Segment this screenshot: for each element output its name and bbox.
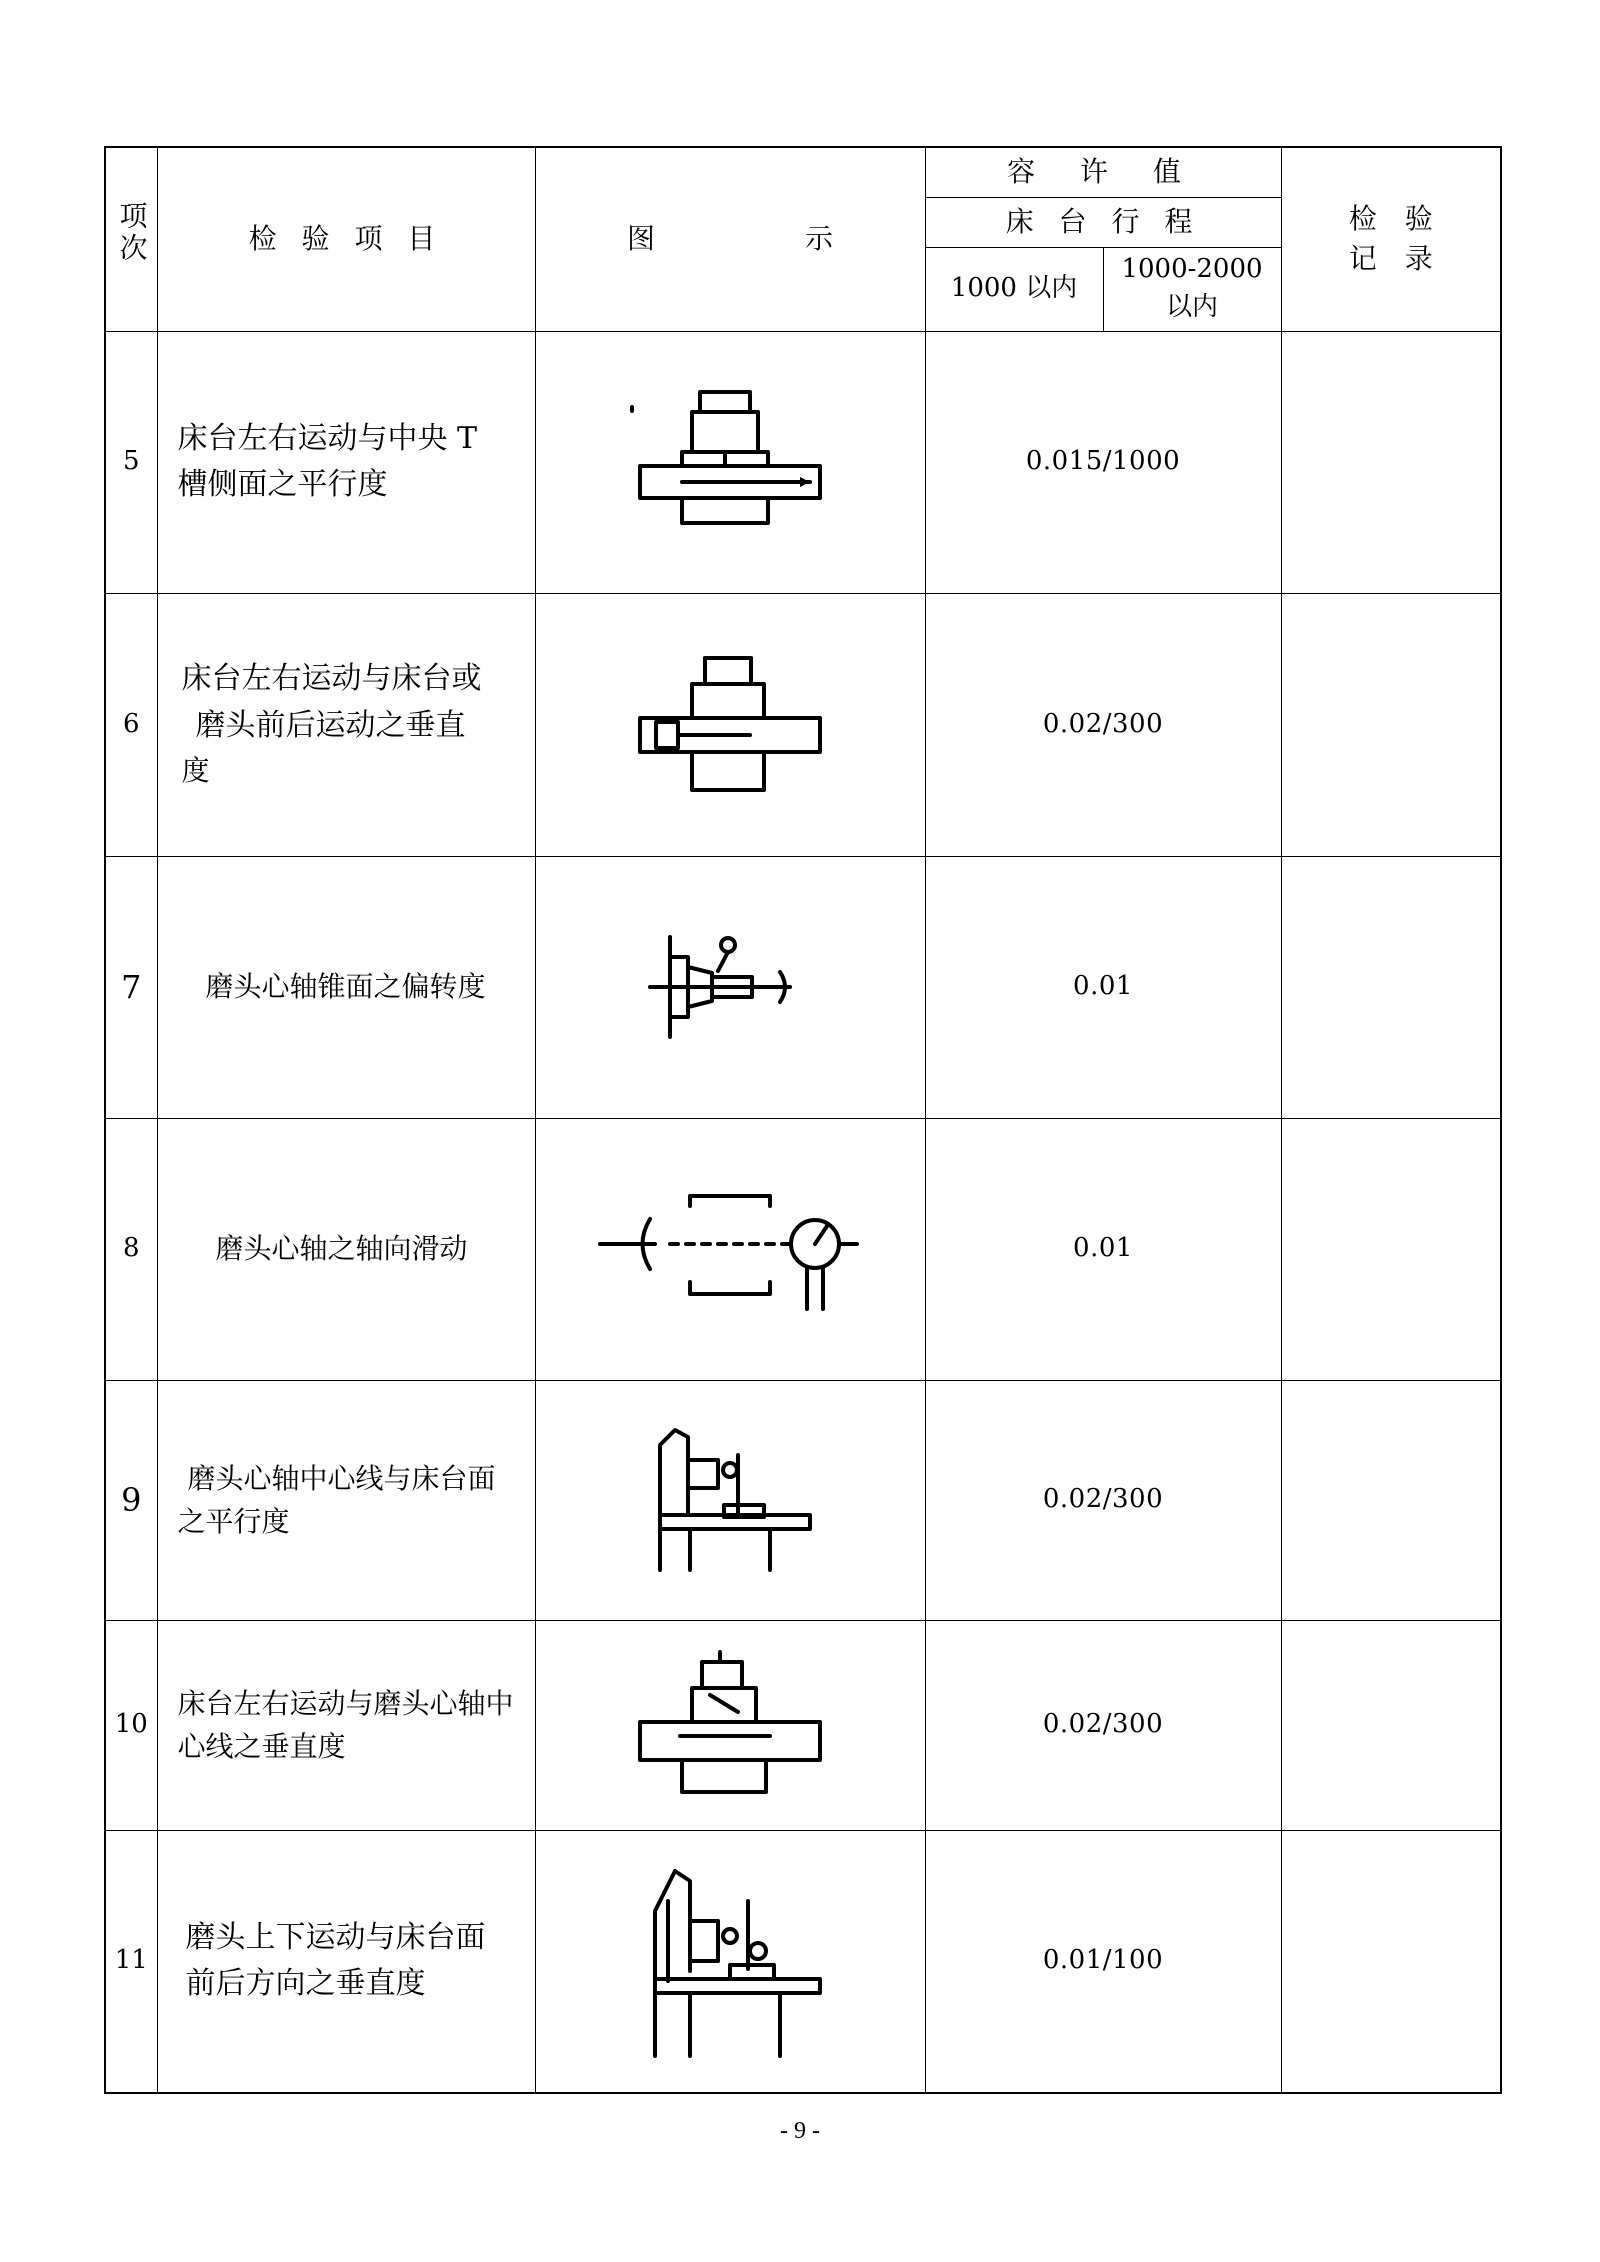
header-range-1: 1000 以内 (925, 247, 1103, 331)
row-tolerance: 0.015/1000 (925, 331, 1281, 593)
row-number: 9 (105, 1380, 157, 1620)
table-t-slot-parallelism-figure-icon (535, 331, 925, 593)
inspection-table (104, 146, 1502, 2094)
table-row (105, 593, 1501, 856)
row-record[interactable] (1281, 1620, 1501, 1830)
header-travel: 床 台 行 程 (925, 197, 1281, 247)
header-tolerance: 容 许 值 (925, 147, 1281, 197)
row-tolerance: 0.02/300 (925, 593, 1281, 856)
row-record[interactable] (1281, 856, 1501, 1118)
table-row (105, 1118, 1501, 1380)
row-number: 6 (105, 593, 157, 856)
row-record[interactable] (1281, 1830, 1501, 2093)
row-item: 磨头心轴锥面之偏转度 (157, 856, 535, 1118)
table-row (105, 1380, 1501, 1620)
row-record[interactable] (1281, 593, 1501, 856)
row-record[interactable] (1281, 1118, 1501, 1380)
row-number: 8 (105, 1118, 157, 1380)
row-item: 磨头上下运动与床台面 前后方向之垂直度 (157, 1830, 535, 2093)
header-figure: 图 示 (535, 147, 925, 331)
table-perpendicularity-figure-icon (535, 593, 925, 856)
row-number: 11 (105, 1830, 157, 2093)
head-vertical-motion-figure-icon (535, 1830, 925, 2093)
row-tolerance: 0.01 (925, 856, 1281, 1118)
table-row (105, 856, 1501, 1118)
spindle-taper-runout-figure-icon (535, 856, 925, 1118)
header-row-1 (105, 147, 1501, 197)
row-tolerance: 0.02/300 (925, 1620, 1281, 1830)
table-row (105, 1620, 1501, 1830)
table-row (105, 1830, 1501, 2093)
table-row (105, 331, 1501, 593)
row-item: 磨头心轴中心线与床台面 之平行度 (157, 1380, 535, 1620)
page-number: - 9 - (780, 2118, 820, 2144)
header-record: 检 验 记 录 (1281, 147, 1501, 331)
row-item: 磨头心轴之轴向滑动 (157, 1118, 535, 1380)
header-range-2: 1000-2000 以内 (1103, 247, 1281, 331)
row-number: 5 (105, 331, 157, 593)
row-record[interactable] (1281, 331, 1501, 593)
header-no: 项次 (105, 147, 157, 331)
spindle-centerline-perpendicularity-figure-icon (535, 1620, 925, 1830)
spindle-axial-play-figure-icon (535, 1118, 925, 1380)
row-item: 床台左右运动与磨头心轴中 心线之垂直度 (157, 1620, 535, 1830)
row-item: 床台左右运动与床台或 磨头前后运动之垂直 度 (157, 593, 535, 856)
header-item: 检 验 项 目 (157, 147, 535, 331)
row-tolerance: 0.01 (925, 1118, 1281, 1380)
row-item: 床台左右运动与中央 T 槽侧面之平行度 (157, 331, 535, 593)
row-tolerance: 0.01/100 (925, 1830, 1281, 2093)
row-tolerance: 0.02/300 (925, 1380, 1281, 1620)
row-record[interactable] (1281, 1380, 1501, 1620)
spindle-centerline-parallelism-figure-icon (535, 1380, 925, 1620)
row-number: 10 (105, 1620, 157, 1830)
inspection-sheet (104, 146, 1500, 2098)
row-number: 7 (105, 856, 157, 1118)
